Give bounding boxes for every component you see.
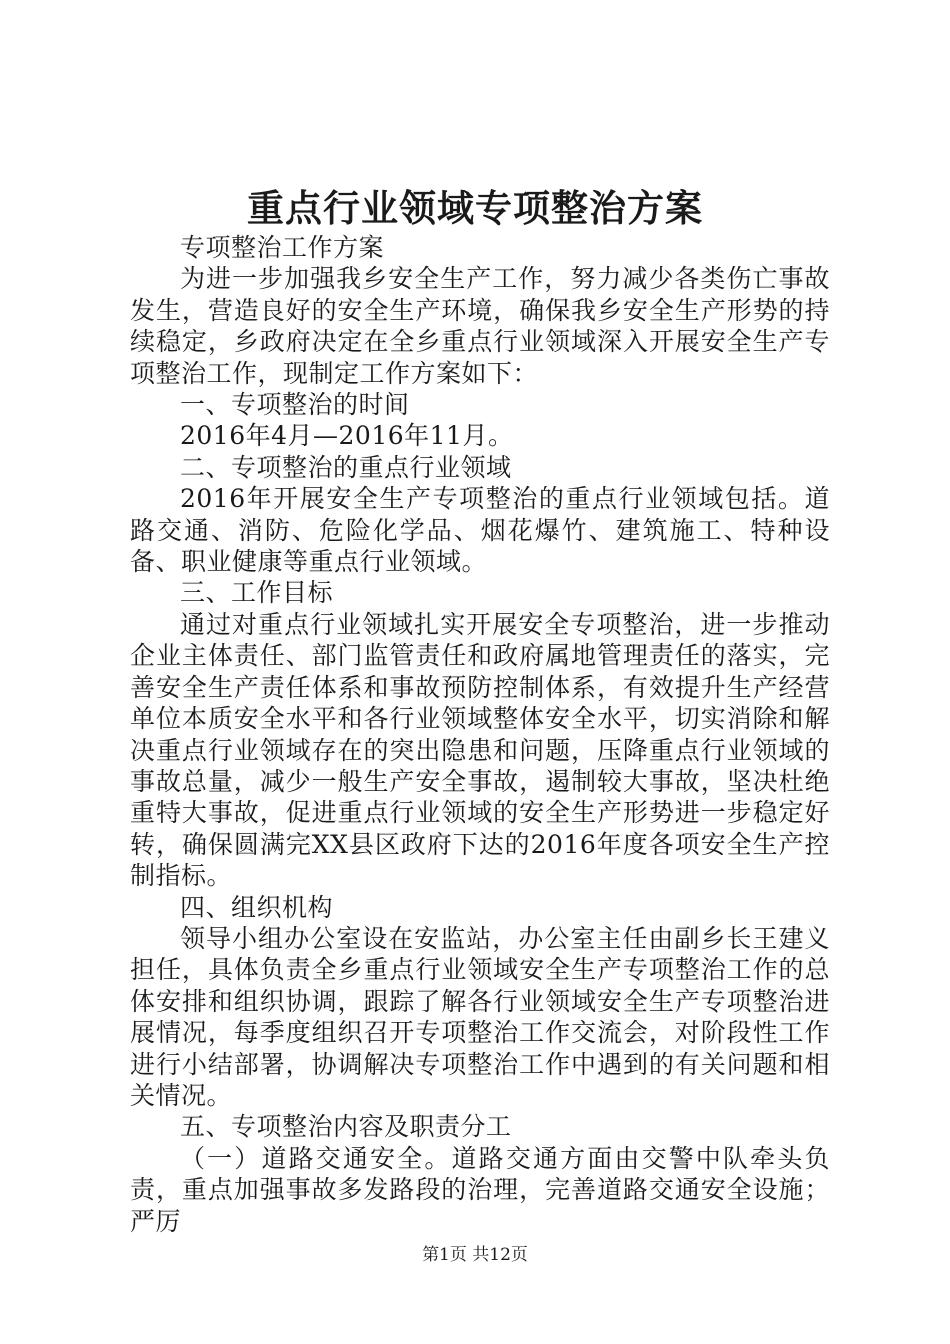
section-heading-time: 一、专项整治的时间	[180, 390, 410, 420]
paragraph-traffic-safety: （一）道路交通安全。道路交通方面由交警中队牵头负责，重点加强事故多发路段的治理，完善道路交通安全设施；严厉	[130, 1143, 830, 1236]
document-title: 重点行业领域专项整治方案	[247, 186, 703, 230]
section-heading-content: 五、专项整治内容及职责分工	[180, 1112, 512, 1142]
section-heading-key-areas: 二、专项整治的重点行业领域	[180, 452, 512, 482]
document-body	[130, 232, 830, 1237]
section-heading-organization: 四、组织机构	[180, 892, 334, 922]
paragraph-organization: 领导小组办公室设在安监站，办公室主任由副乡长王建义担任，具体负责全乡重点行业领域安全生产专项整治工作的总体安排和组织协调，跟踪了解各行业领域安全生产专项整治进展情况，每季度组织召开专项整治工作交流会，对阶段性工作进行小结部署，协调解决专项整治工作中遇到的有关问题和相关情况。	[130, 923, 830, 1110]
paragraph-subtitle: 专项整治工作方案	[180, 233, 385, 262]
paragraph-key-areas: 2016年开展安全生产专项整治的重点行业领域包括。道路交通、消防、危险化学品、烟花爆竹、建筑施工、特种设备、职业健康等重点行业领域。	[130, 484, 830, 577]
paragraph-time: 2016年4月—2016年11月。	[180, 421, 514, 451]
paragraph-intro: 为进一步加强我乡安全生产工作，努力减少各类伤亡事故发生，营造良好的安全生产环境，确保我乡安全生产形势的持续稳定，乡政府决定在全乡重点行业领域深入开展安全生产专项整治工作，现制定工作方案如下：	[130, 264, 830, 388]
paragraph-goals: 通过对重点行业领域扎实开展安全专项整治，进一步推动企业主体责任、部门监管责任和政府属地管理责任的落实，完善安全生产责任体系和事故预防控制体系，有效提升生产经营单位本质安全水平和各行业领域整体安全水平，切实消除和解决重点行业领域存在的突出隐患和问题，压降重点行业领域的事故总量，减少一般生产安全事故，遏制较大事故，坚决杜绝重特大事故，促进重点行业领域的安全生产形势进一步稳定好转，确保圆满完XX县区政府下达的2016年度各项安全生产控制指标。	[130, 609, 830, 891]
page-footer: 第1页 共12页	[422, 1245, 528, 1265]
section-heading-goals: 三、工作目标	[180, 578, 334, 608]
